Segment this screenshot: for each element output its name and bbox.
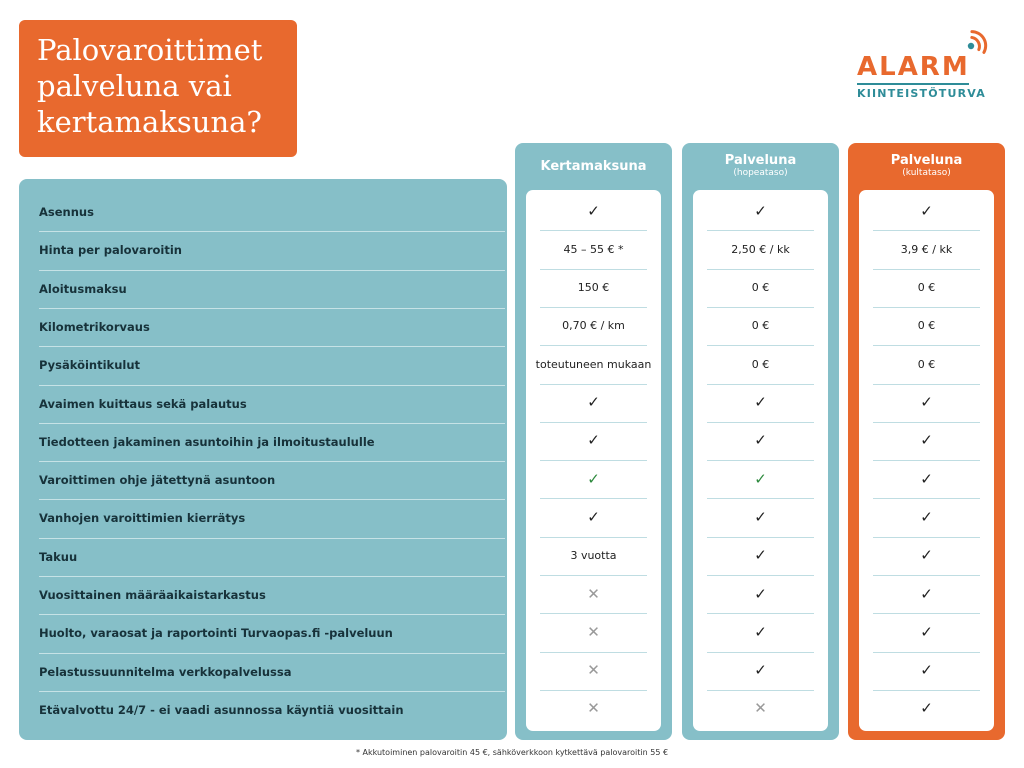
checkmark-icon: ✓ [587, 201, 600, 220]
column-title: Palveluna [724, 153, 797, 168]
row-label: Asennus [39, 205, 94, 219]
checkmark-icon: ✓ [920, 393, 933, 411]
checkmark-icon: ✓ [754, 469, 767, 488]
value-cell: 0 € [917, 319, 936, 333]
checkmark-icon: ✓ [587, 431, 600, 450]
logo-subtitle: KIINTEISTÖTURVA [857, 87, 986, 100]
checkmark-icon: ✓ [920, 431, 933, 450]
value-cell: 0 € [751, 357, 770, 371]
column-title: Palveluna [890, 153, 963, 168]
column-header [848, 143, 1005, 189]
value-cell: 2,50 € / kk [731, 242, 790, 256]
page-title-line-2: palveluna vai [37, 69, 232, 103]
column-hopeataso [682, 143, 839, 740]
value-cell: 0 € [917, 281, 936, 295]
value-cell: 0 € [751, 281, 770, 295]
page-title-line-1: Palovaroittimet [37, 33, 263, 67]
checkmark-icon: ✓ [920, 546, 933, 565]
checkmark-icon: ✓ [587, 393, 600, 411]
checkmark-icon: ✓ [754, 507, 767, 526]
column-header [515, 143, 672, 189]
checkmark-icon: ✓ [920, 584, 933, 603]
checkmark-icon: ✓ [920, 201, 933, 220]
checkmark-icon: ✓ [587, 507, 600, 526]
cross-icon: ✕ [587, 584, 600, 603]
row-label: Takuu [39, 549, 78, 564]
value-cell: 0 € [751, 319, 770, 333]
value-cell: 0 € [917, 357, 936, 371]
row-label: Vuosittainen määräaikaistarkastus [39, 588, 266, 602]
cross-icon: ✕ [754, 699, 767, 718]
row-label: Aloitusmaksu [39, 281, 127, 296]
checkmark-icon: ✓ [754, 661, 767, 680]
checkmark-icon: ✓ [754, 546, 767, 565]
row-label: Kilometrikorvaus [39, 319, 150, 334]
title-box [19, 20, 297, 157]
column-subtitle: (kultataso) [902, 168, 951, 178]
checkmark-icon: ✓ [587, 469, 600, 488]
alarm-logo [855, 30, 995, 102]
column-header [682, 143, 839, 189]
value-cell: 0,70 € / km [562, 319, 625, 333]
row-label: Etävalvottu 24/7 - ei vaadi asunnossa käyntiä vuosittain [39, 702, 404, 717]
checkmark-icon: ✓ [754, 622, 767, 641]
page-title-line-3: kertamaksuna? [37, 105, 262, 139]
value-cell: 150 € [577, 281, 610, 295]
column-subtitle: (hopeataso) [733, 168, 788, 178]
checkmark-icon: ✓ [754, 201, 767, 220]
checkmark-icon: ✓ [754, 431, 767, 450]
column-kultataso [848, 143, 1005, 740]
row-label: Tiedotteen jakaminen asuntoihin ja ilmoitustaululle [39, 434, 375, 449]
cross-icon: ✕ [587, 699, 600, 718]
row-label: Hinta per palovaroitin [39, 243, 182, 258]
row-label: Vanhojen varoittimien kierrätys [39, 511, 246, 526]
value-cell: 45 – 55 € * [563, 242, 624, 256]
value-cell: 3 vuotta [570, 549, 617, 563]
row-label: Pelastussuunnitelma verkkopalvelussa [39, 664, 292, 679]
column-title: Kertamaksuna [540, 158, 647, 174]
value-cell: toteutuneen mukaan [535, 357, 652, 371]
row-label: Pysäköintikulut [39, 358, 141, 373]
row-label: Avaimen kuittaus sekä palautus [39, 396, 247, 411]
checkmark-icon: ✓ [754, 584, 767, 603]
column-card [526, 190, 661, 731]
footnote: * Akkutoiminen palovaroitin 45 €, sähköverkkoon kytkettävä palovaroitin 55 € [355, 748, 669, 757]
logo-underline [857, 83, 969, 85]
value-cell: 3,9 € / kk [900, 242, 953, 256]
column-card [693, 190, 828, 731]
column-card [859, 190, 994, 731]
checkmark-icon: ✓ [920, 661, 933, 680]
checkmark-icon: ✓ [920, 507, 933, 526]
checkmark-icon: ✓ [920, 699, 933, 718]
column-kertamaksuna [515, 143, 672, 740]
logo-wordmark: ALARM [857, 52, 970, 82]
row-label: Huolto, varaosat ja raportointi Turvaopas.fi -palveluun [39, 626, 393, 641]
feature-labels-panel [19, 179, 507, 740]
checkmark-icon: ✓ [920, 469, 933, 488]
cross-icon: ✕ [587, 661, 600, 680]
checkmark-icon: ✓ [920, 622, 933, 641]
checkmark-icon: ✓ [754, 393, 767, 411]
cross-icon: ✕ [587, 622, 600, 641]
row-label: Varoittimen ohje jätettynä asuntoon [39, 473, 276, 488]
